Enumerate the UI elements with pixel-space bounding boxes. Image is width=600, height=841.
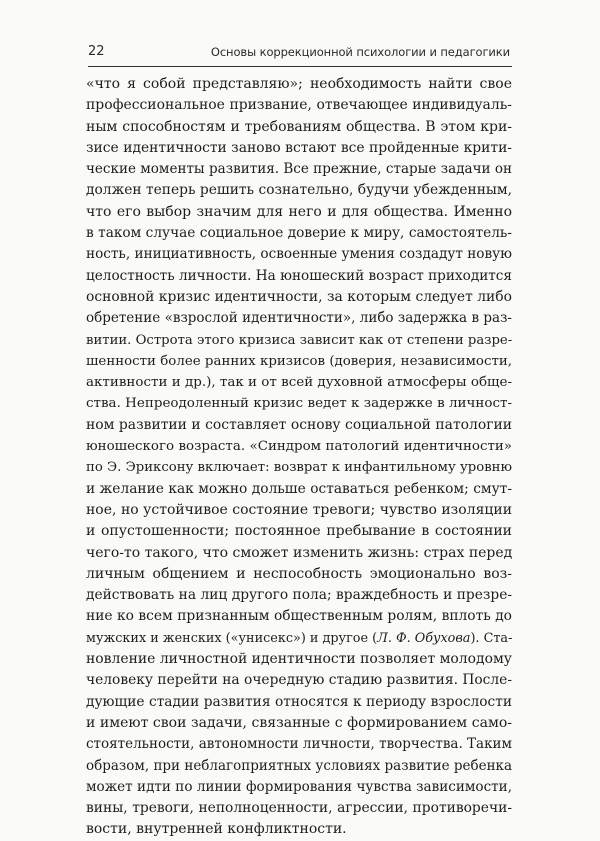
text-line: ным способностям и требованиям общества. В этом кри- — [86, 118, 512, 135]
text-line: шенности более ранних кризисов (доверия, независимости, — [86, 353, 512, 369]
text-line: целостность личности. На юношеский возраст приходится — [86, 267, 513, 284]
text-line: вины, тревоги, неполноценности, агрессии, противоречи- — [86, 800, 512, 817]
text-line: ства. Непреодоленный кризис ведет к задержке в личност- — [86, 396, 512, 412]
text-line: должен теперь решить сознательно, будучи убежденным, — [86, 182, 512, 199]
page-header — [88, 44, 512, 62]
text-line: человеку перейти на очередную стадию развития. После- — [86, 672, 512, 689]
text-line: ном развитии и составляет основу социальной патологии — [86, 416, 512, 433]
text-line: основной кризис идентичности, за которым следует либо — [86, 288, 512, 305]
page-number: 22 — [88, 44, 105, 59]
text-line: и желание как можно дольше оставаться ребенком; смут- — [86, 480, 512, 497]
text-line: стоятельности, автономности личности, творчества. Таким — [86, 736, 512, 753]
text-line: зисе идентичности заново встают все пройденные крити- — [86, 139, 512, 156]
text-line: что его выбор значим для него и для общества. Именно — [86, 203, 512, 220]
text-line-last: вости, внутренней конфликтности. — [86, 821, 347, 838]
text-line: ность, инициативность, освоенные умения создадут новую — [86, 246, 512, 263]
text-line: чего-то такого, что сможет изменить жизнь: страх перед — [86, 544, 513, 561]
text-line: в таком случае социальное доверие к миру, самостоятель- — [86, 225, 512, 242]
text-line: ние ко всем признанным общественным ролям, вплоть до — [86, 608, 512, 625]
text-line: обретение «взрослой идентичности», либо задержка в раз- — [86, 310, 512, 327]
text-line: действовать на лиц другого пола; враждебность и презре- — [86, 587, 512, 604]
text-line: ное, но устойчивое состояние тревоги; чувство изоляции — [86, 501, 512, 518]
text-line: дующие стадии развития относятся к периоду взрослости — [86, 693, 512, 710]
text-line: образом, при неблагоприятных условиях развитие ребенка — [86, 757, 513, 774]
text-line-citation — [86, 628, 512, 649]
text-line: ческие моменты развития. Все прежние, старые задачи он — [86, 161, 512, 178]
citation-author: Л. Ф. Обухова — [377, 630, 471, 646]
text-line: профессиональное призвание, отвечающее индивидуаль- — [86, 97, 512, 114]
text-line: «что я собой представляю»; необходимость найти свое — [86, 76, 512, 92]
running-title: Основы коррекционной психологии и педагогики — [210, 45, 510, 59]
text-line: новление личностной идентичности позволяет молодому — [86, 651, 512, 668]
text-line: может идти по линии формирования чувства зависимости, — [86, 778, 512, 795]
text-line: витии. Острота этого кризиса зависит как от степени разре- — [86, 332, 513, 348]
text-line: активности и др.), так и от всей духовной атмосферы обще- — [86, 375, 513, 391]
header-rule — [88, 66, 512, 67]
text-line: личным общением и неспособность эмоционально воз- — [86, 565, 512, 582]
text-line: по Э. Эриксону включает: возврат к инфантильному уровню — [86, 460, 513, 476]
text-line: юношеского возраста. «Синдром патологий идентичности» — [86, 439, 512, 455]
citation-lead: мужских и женских («унисекс») и другое ( — [86, 630, 378, 646]
text-line: и опустошенности; постоянное пребывание в состоянии — [86, 523, 512, 540]
body-text — [86, 74, 512, 841]
text-line: и имеют свои задачи, связанные с формированием само- — [86, 714, 512, 731]
citation-tail: ). Ста- — [470, 630, 513, 646]
